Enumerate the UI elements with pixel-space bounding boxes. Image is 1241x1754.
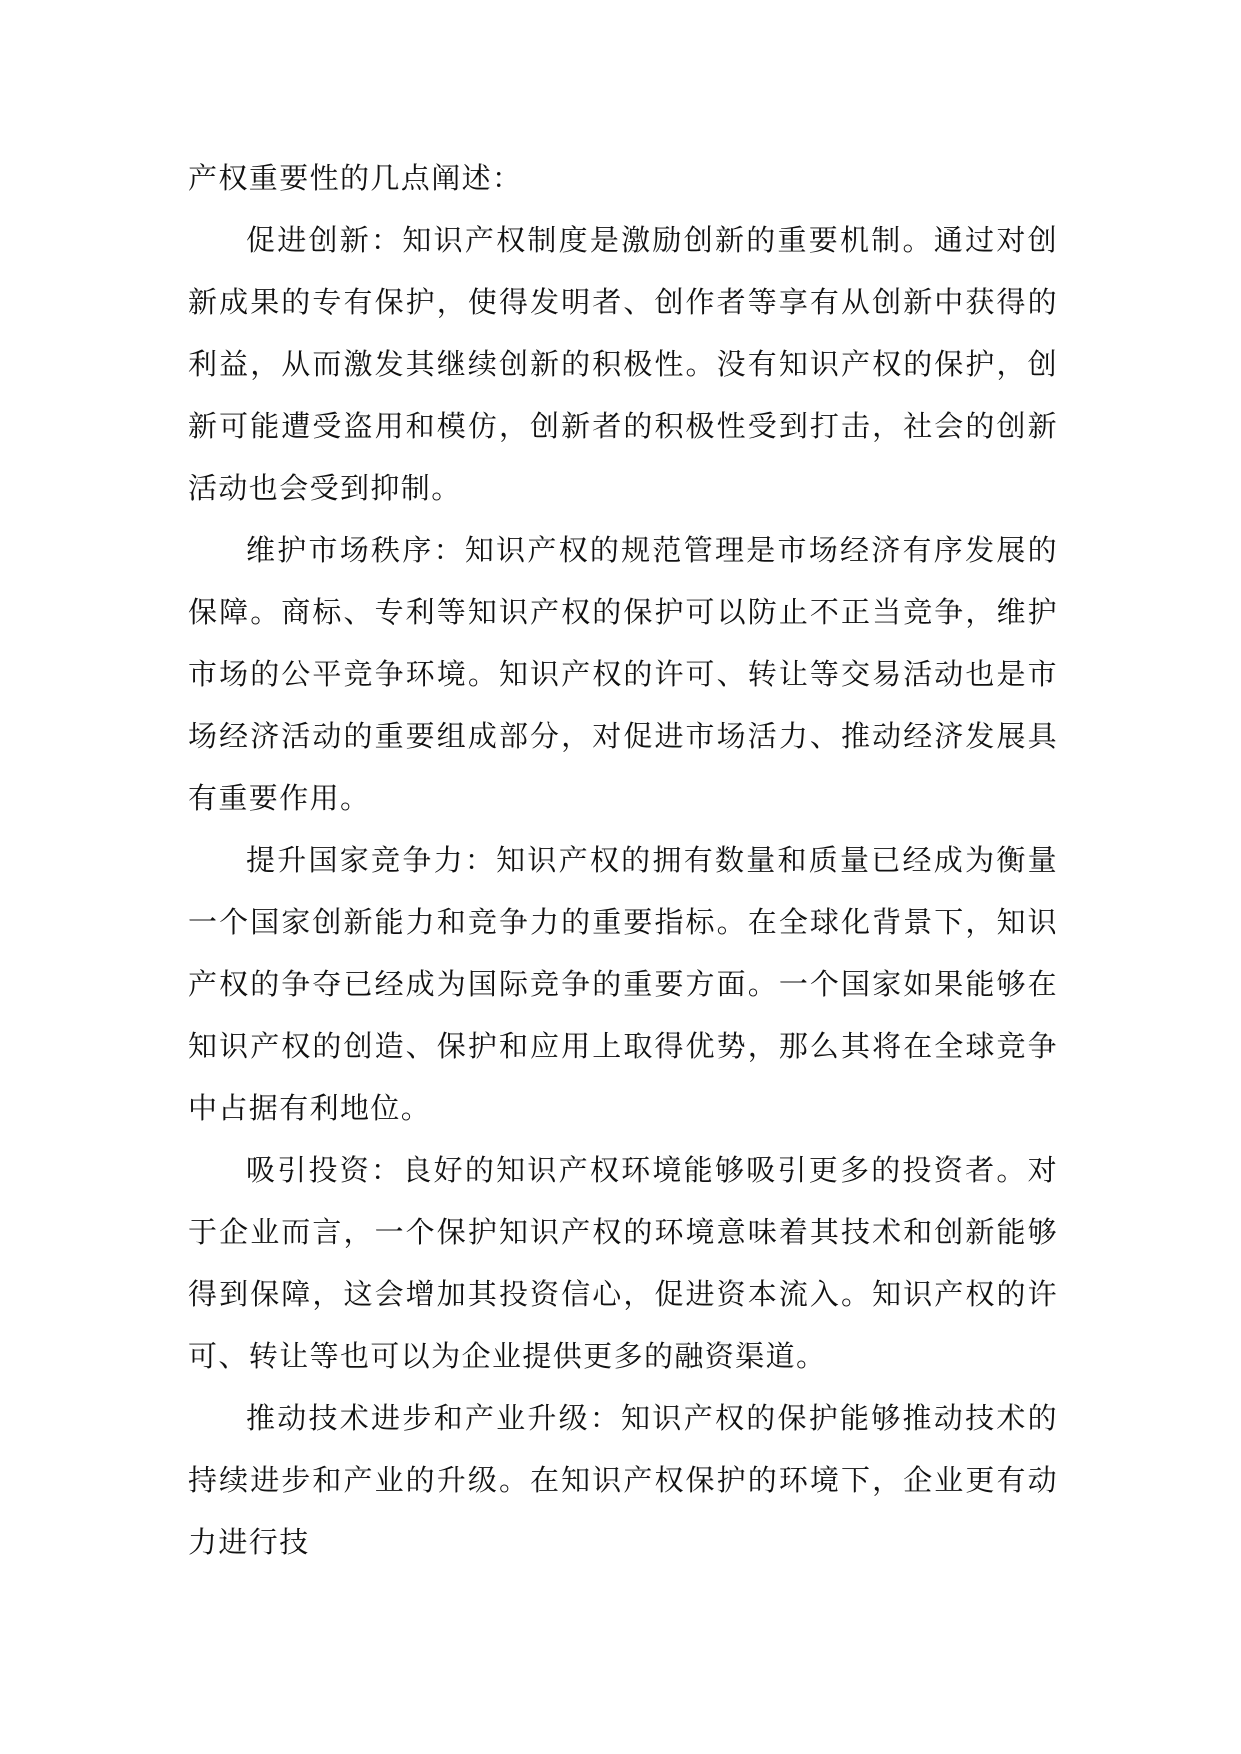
paragraph-attract-investment: 吸引投资：良好的知识产权环境能够吸引更多的投资者。对于企业而言，一个保护知识产权的环境意味着其技术和创新能够得到保障，这会增加其投资信心，促进资本流入。知识产权的许可、转让等也可以为企业提供更多的融资渠道。 xyxy=(188,1153,1058,1373)
paragraph-national-competitiveness: 提升国家竞争力：知识产权的拥有数量和质量已经成为衡量一个国家创新能力和竞争力的重要指标。在全球化背景下，知识产权的争夺已经成为国际竞争的重要方面。一个国家如果能够在知识产权的创造、保护和应用上取得优势，那么其将在全球竞争中占据有利地位。 xyxy=(188,843,1058,1125)
paragraph-tech-progress: 推动技术进步和产业升级：知识产权的保护能够推动技术的持续进步和产业的升级。在知识产权保护的环境下，企业更有动力进行技 xyxy=(188,1401,1058,1559)
document-body xyxy=(188,147,1058,1573)
paragraph-intro-continuation: 产权重要性的几点阐述： xyxy=(188,161,523,195)
paragraph-market-order: 维护市场秩序：知识产权的规范管理是市场经济有序发展的保障。商标、专利等知识产权的保护可以防止不正当竞争，维护市场的公平竞争环境。知识产权的许可、转让等交易活动也是市场经济活动的重要组成部分，对促进市场活力、推动经济发展具有重要作用。 xyxy=(188,533,1058,815)
paragraph-promote-innovation: 促进创新：知识产权制度是激励创新的重要机制。通过对创新成果的专有保护，使得发明者、创作者等享有从创新中获得的利益，从而激发其继续创新的积极性。没有知识产权的保护，创新可能遭受盗用和模仿，创新者的积极性受到打击，社会的创新活动也会受到抑制。 xyxy=(188,223,1058,505)
